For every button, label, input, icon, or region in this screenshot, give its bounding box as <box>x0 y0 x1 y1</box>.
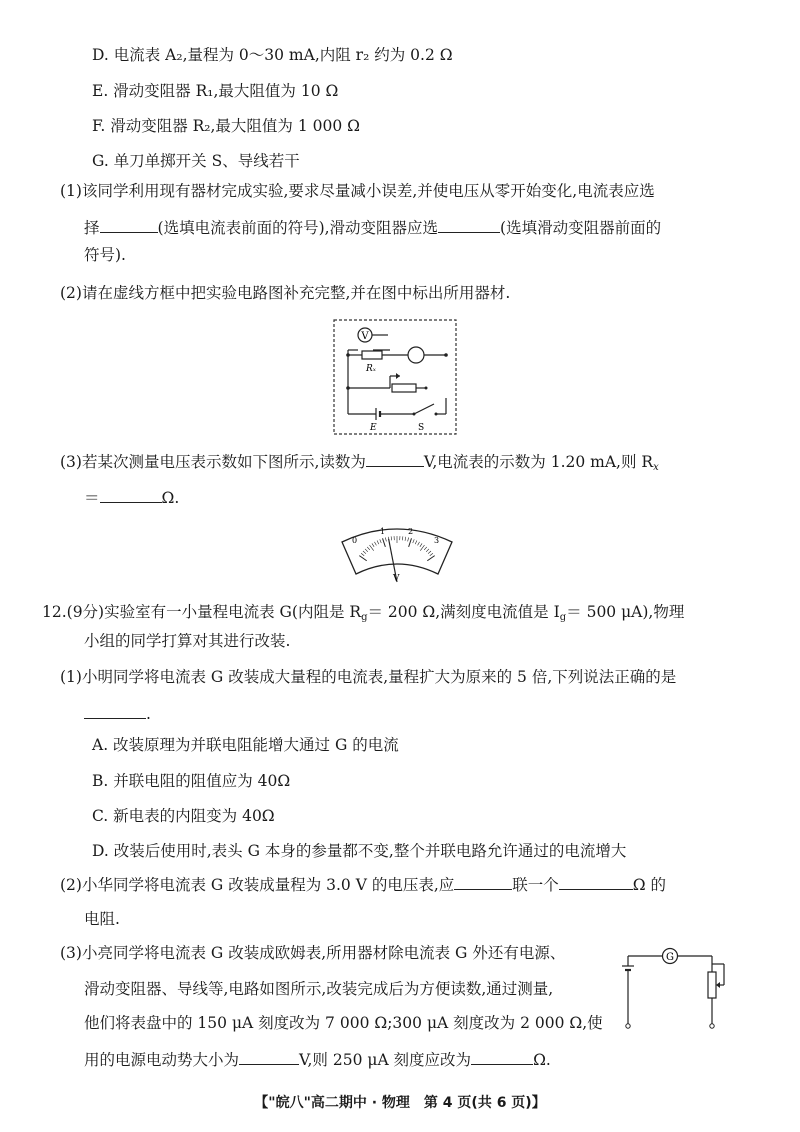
q11-p1-line1: (1)该同学利用现有器材完成实验,要求尽量减小误差,并使电压从零开始变化,电流表应选 <box>60 182 655 200</box>
option-c: C. 新电表的内阻变为 40Ω <box>92 807 275 825</box>
circuit-diagram-1 <box>330 318 460 438</box>
q12-p1-blank-line: . <box>84 702 151 725</box>
option-a: A. 改装原理为并联电阻能增大通过 G 的电流 <box>92 736 399 754</box>
q12-p3-line3: 他们将表盘中的 150 μA 刻度改为 7 000 Ω;300 μA 刻度改为 2 000 Ω,使 <box>84 1014 603 1032</box>
answer-blank-emf[interactable] <box>239 1048 299 1065</box>
q12-p2-line1: (2)小华同学将电流表 G 改装成量程为 3.0 V 的电压表,应 联一个 Ω 的 <box>60 873 666 896</box>
svg-text:V: V <box>361 331 369 342</box>
circuit-diagram-2 <box>612 940 742 1030</box>
switch-icon <box>414 404 434 414</box>
q12-header: 12.(9分)实验室有一小量程电流表 G(内阻是 $R_g= 200$ Ω,满刻度电流值是 $I_g= 500$ μA),物理 <box>42 603 685 623</box>
answer-blank-voltage[interactable] <box>366 450 424 467</box>
q12-p3-line4: 用的电源电动势大小为 V,则 250 μA 刻度应改为 Ω. <box>84 1048 551 1071</box>
q11-p2: (2)请在虚线方框中把实验电路图补充完整,并在图中标出所用器材. <box>60 284 511 302</box>
svg-text:E: E <box>370 423 377 433</box>
item-d: D. 电流表 A₂,量程为 0～30 mA,内阻 r₂ 约为 0.2 Ω <box>92 46 453 64</box>
dial-label-0: 0 <box>352 536 358 545</box>
answer-blank-resistance[interactable] <box>559 873 633 890</box>
answer-blank-q12-1[interactable] <box>84 702 146 719</box>
svg-text:S: S <box>418 423 425 433</box>
rheostat-icon <box>708 972 716 998</box>
dial-label-1: 1 <box>380 527 386 536</box>
rheostat-icon <box>392 384 416 392</box>
q11-p1-line2: 择 (选填电流表前面的符号),滑动变阻器应选 (选填滑动变阻器前面的 <box>84 216 661 239</box>
svg-text:G: G <box>666 952 674 963</box>
page-footer: 【"皖八"高二期中 · 物理 第 4 页(共 6 页)】 <box>254 1095 546 1111</box>
q12-header-line2: 小组的同学打算对其进行改装. <box>84 632 291 650</box>
dashed-box <box>334 320 456 434</box>
answer-blank-rx[interactable] <box>100 486 162 503</box>
dial-label-3: 3 <box>434 536 440 545</box>
resistor-rx-icon <box>362 351 382 359</box>
q12-p2-line2: 电阻. <box>84 910 120 928</box>
dial-label-2: 2 <box>408 527 414 536</box>
option-b: B. 并联电阻的阻值应为 40Ω <box>92 772 291 790</box>
voltmeter-dial <box>338 522 456 584</box>
dial-unit: V <box>393 574 400 584</box>
item-f: F. 滑动变阻器 R₂,最大阻值为 1 000 Ω <box>92 117 361 135</box>
q12-p3-line2: 滑动变阻器、导线等,电路如图所示,改装完成后为方便读数,通过测量, <box>84 980 554 998</box>
item-g: G. 单刀单掷开关 S、导线若干 <box>92 152 300 170</box>
q12-p1: (1)小明同学将电流表 G 改装成大量程的电流表,量程扩大为原来的 5 倍,下列说法正确的是 <box>60 668 677 686</box>
answer-blank-scale[interactable] <box>471 1048 533 1065</box>
item-e: E. 滑动变阻器 R₁,最大阻值为 10 Ω <box>92 82 339 100</box>
q12-p3-line1: (3)小亮同学将电流表 G 改装成欧姆表,所用器材除电流表 G 外还有电源、 <box>60 944 566 962</box>
q11-p1-line3: 符号). <box>84 246 126 264</box>
q11-p3-line2: ＝ Ω. <box>84 486 179 509</box>
answer-blank-connection[interactable] <box>454 873 512 890</box>
q11-p3-line1: (3)若某次测量电压表示数如下图所示,读数为 V,电流表的示数为 1.20 mA,则 $R_x$ <box>60 450 659 479</box>
answer-blank-ammeter[interactable] <box>100 216 158 233</box>
ammeter-icon <box>408 347 424 363</box>
svg-text:Rₓ: Rₓ <box>366 364 376 374</box>
answer-blank-rheostat[interactable] <box>438 216 500 233</box>
option-d: D. 改装后使用时,表头 G 本身的参量都不变,整个并联电路允许通过的电流增大 <box>92 842 627 860</box>
